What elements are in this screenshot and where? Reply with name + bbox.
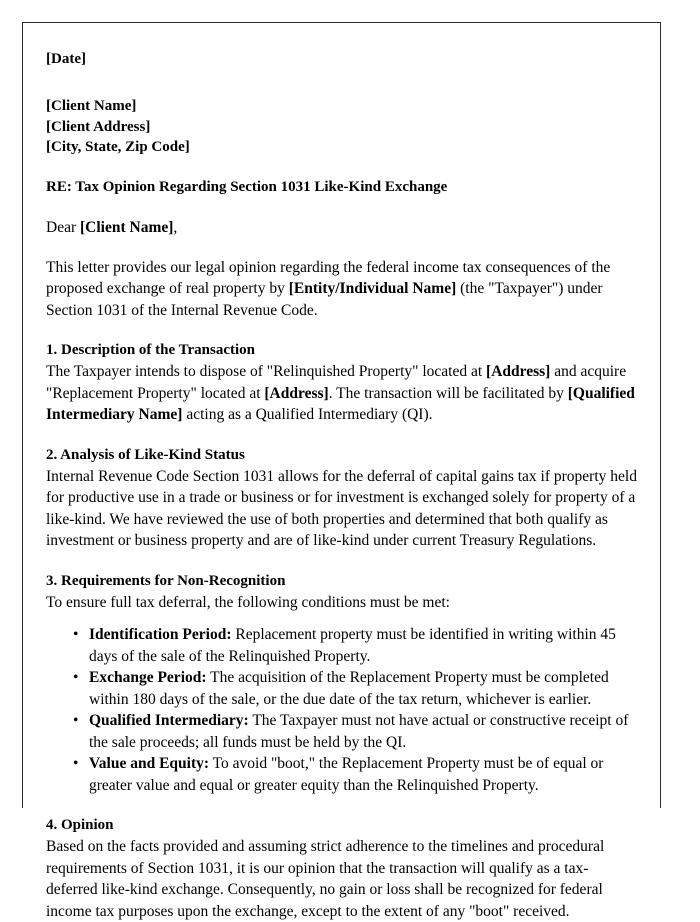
salutation-suffix: , [173, 218, 178, 236]
list-item-term: Qualified Intermediary: [89, 712, 249, 729]
section1-text-part3: . The transaction will be facilitated by [328, 384, 568, 402]
section1-text-part4: acting as a Qualified Intermediary (QI). [182, 406, 433, 423]
spacer-after-intro [46, 321, 639, 340]
document-page [22, 22, 661, 920]
intro-text-part1: This letter provides our legal opinion regarding the federal income tax consequences of the proposed exchange of real property by [46, 258, 611, 297]
spacer-after-date [46, 70, 639, 96]
intro-paragraph [46, 257, 639, 322]
section-heading-4: 4. Opinion [46, 817, 114, 833]
recipient-name: [Client Name] [46, 98, 137, 114]
list-item-text: To avoid "boot," the Replacement Property must be of equal or greater value and equal or greater equity than the Relinquished Property. [89, 755, 604, 794]
re-subject-line: RE: Tax Opinion Regarding Section 1031 Like-Kind Exchange [46, 178, 448, 195]
relinquished-address-placeholder: [Address] [486, 363, 551, 380]
section-body-2: Internal Revenue Code Section 1031 allows for the deferral of capital gains tax if property held for productive use in a trade or business or for investment is exchanged solely for property of a like-kind. We have reviewed the use of both properties and determined that both qualify as investment or business property and are of like-kind under current Treasury Regulations. [46, 467, 637, 549]
top-spacer [46, 23, 639, 49]
salutation-client-placeholder: [Client Name] [80, 218, 174, 236]
bullet-icon: • [73, 669, 79, 686]
qi-name-placeholder: [Qualified Intermediary Name] [46, 384, 635, 423]
spacer-after-salutation [46, 238, 639, 257]
list-item [46, 710, 639, 753]
document-body [46, 23, 639, 922]
section-heading-2: 2. Analysis of Like-Kind Status [46, 446, 245, 463]
section-body-1 [46, 361, 639, 426]
spacer-after-section-1 [46, 426, 639, 445]
list-item-text: The Taxpayer must not have actual or constructive receipt of the sale proceeds; all funds must be held by the QI. [89, 712, 629, 751]
spacer-after-section-2 [46, 552, 639, 571]
recipient-address-block [46, 96, 639, 158]
list-item [46, 624, 639, 667]
section-body-4: Based on the facts provided and assuming strict adherence to the timelines and procedural requirements of Section 1031, it is our opinion that the transaction will qualify as a tax-deferred like-kind exchange. Consequently, no gain or loss shall be recognized for federal income tax purposes upon the exchange, except to the extent of any "boot" received. [46, 838, 605, 920]
section1-text-part1: The Taxpayer intends to dispose of "Relinquished Property" located at [46, 363, 487, 380]
salutation [46, 217, 639, 238]
entity-placeholder: [Entity/Individual Name] [288, 280, 457, 297]
section1-text-part2: and acquire "Replacement Property" located at [46, 363, 627, 402]
spacer-before-list [46, 613, 639, 624]
recipient-address: [Client Address] [46, 118, 151, 135]
bullet-icon: • [73, 712, 79, 729]
list-item-term: Identification Period: [89, 626, 232, 643]
spacer-after-list [46, 796, 639, 815]
section-heading-3: 3. Requirements for Non-Recognition [46, 572, 286, 589]
list-item-text: Replacement property must be identified in writing within 45 days of the sale of the Relinquished Property. [89, 626, 616, 665]
list-item [46, 753, 639, 796]
replacement-address-placeholder: [Address] [264, 384, 329, 402]
date-placeholder: [Date] [46, 51, 86, 67]
list-item-text: The acquisition of the Replacement Property must be completed within 180 days of the sale, or the due date of the tax return, whichever is earlier. [89, 669, 609, 708]
bullet-icon: • [73, 755, 79, 772]
requirements-list [46, 624, 639, 796]
spacer-after-re [46, 198, 639, 217]
section-heading-1: 1. Description of the Transaction [46, 342, 256, 358]
bullet-icon: • [73, 626, 79, 643]
salutation-prefix: Dear [46, 218, 80, 236]
list-item-term: Exchange Period: [89, 669, 207, 686]
spacer-after-address [46, 158, 639, 177]
list-item [46, 667, 639, 710]
section-3-intro: To ensure full tax deferral, the following conditions must be met: [46, 593, 450, 611]
list-item-term: Value and Equity: [89, 755, 210, 772]
intro-text-part2: (the "Taxpayer") under Section 1031 of the Internal Revenue Code. [46, 280, 603, 319]
recipient-city-state-zip: [City, State, Zip Code] [46, 139, 190, 155]
